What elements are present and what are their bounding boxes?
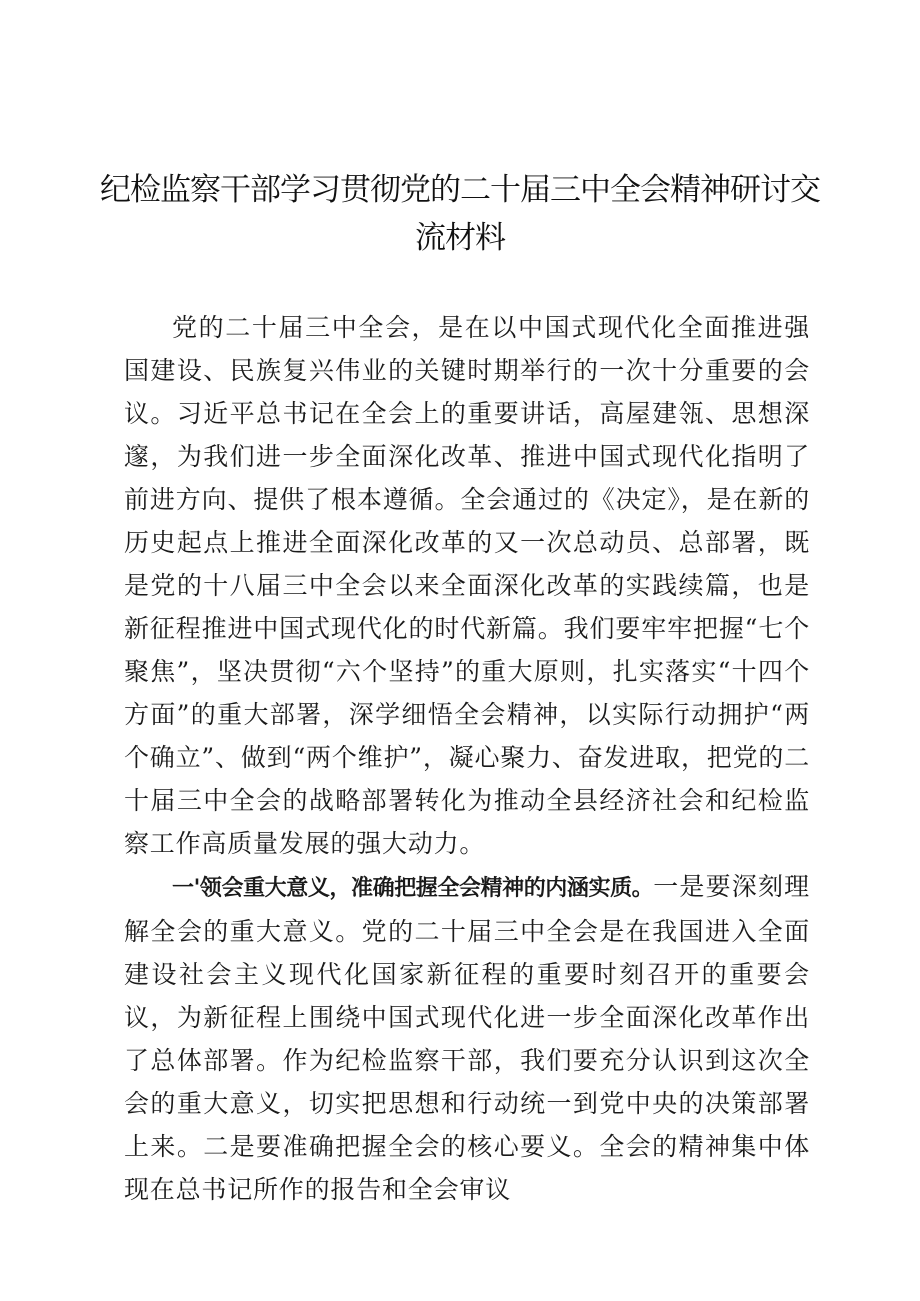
paragraph-intro: 党的二十届三中全会，是在以中国式现代化全面推进强国建设、民族复兴伟业的关键时期举行的一次十分重要的会议。习近平总书记在全会上的重要讲话，高屋建瓴、思想深邃，为我们进一步全面深化改革、推进中国式现代化指明了前进方向、提供了根本遵循。全会通过的《决定》，是在新的历史起点上推进全面深化改革的又一次总动员、总部署，既是党的十八届三中全会以来全面深化改革的实践续篇，也是新征程推进中国式现代化的时代新篇。我们要牢牢把握“七个聚焦”，坚决贯彻“六个坚持”的重大原则，扎实落实“十四个方面”的重大部署，深学细悟全会精神，以实际行动拥护“两个确立”、做到“两个维护”，凝心聚力、奋发进取，把党的二十届三中全会的战略部署转化为推动全县经济社会和纪检监察工作高质量发展的强大动力。 — [124, 313, 810, 858]
section-1-heading: 一'领会重大意义，准确把握全会精神的内涵实质。 — [172, 876, 654, 901]
document-body — [124, 306, 810, 1211]
section-1-text: 一是要深刻理解全会的重大意义。党的二十届三中全会是在我国进入全面建设社会主义现代化国家新征程的重要时刻召开的重要会议，为新征程上围绕中国式现代化进一步全面深化改革作出了总体部署。作为纪检监察干部，我们要充分认识到这次全会的重大意义，切实把思想和行动统一到党中央的决策部署上来。二是要准确把握全会的核心要义。全会的精神集中体现在总书记所作的报告和全会审议 — [124, 872, 810, 1204]
document-title — [100, 166, 820, 262]
paragraph-section-1 — [124, 865, 810, 1211]
title-line-2: 流材料 — [415, 220, 505, 256]
title-line-1: 纪检监察干部学习贯彻党的二十届三中全会精神研讨交 — [100, 172, 820, 208]
